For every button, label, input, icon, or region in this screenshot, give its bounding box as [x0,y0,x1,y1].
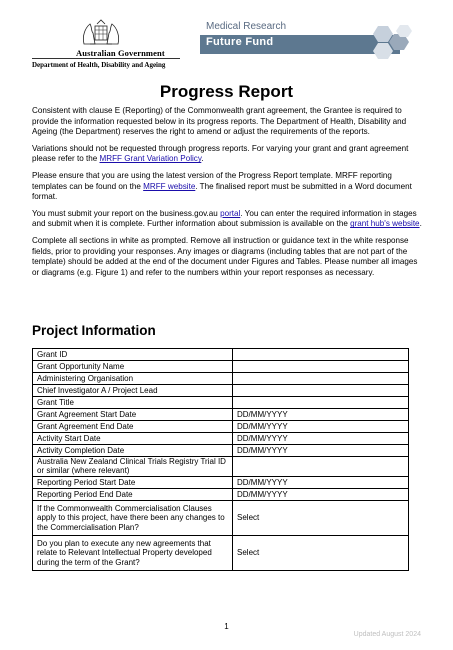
row-label: Grant Opportunity Name [33,361,233,373]
mrff-logo [200,20,420,60]
row-value-field[interactable]: DD/MM/YYYY [233,409,409,421]
row-value-field[interactable]: DD/MM/YYYY [233,445,409,457]
intro-paragraph: You must submit your report on the business.gov.au portal. You can enter the required information in stages and submit when it is complete. Further information about submission is available on the grant hub's website. [32,208,422,229]
intro-paragraph: Consistent with clause E (Reporting) of the Commonwealth grant agreement, the Grantee is required to provide the information requested below in its progress reports. The Department of Health, Disability and Ageing (the Department) reserves the right to amend or adjust the requirements of the reports. [32,106,407,137]
row-value-field[interactable]: DD/MM/YYYY [233,476,409,488]
table-row [33,457,409,477]
row-label: Grant Agreement Start Date [33,409,233,421]
row-label: If the Commonwealth Commercialisation Clauses apply to this project, have there been any changes to the Commercialisation Plan? [33,500,233,535]
row-value-field[interactable]: DD/MM/YYYY [233,433,409,445]
table-row [33,445,409,457]
mrff-website-link[interactable]: MRFF website [143,181,196,191]
mrff-logo-line1: Medical Research [206,21,287,32]
portal-link[interactable]: portal [220,208,241,218]
section-heading: Project Information [32,323,156,338]
project-information-table [32,348,409,571]
page-number: 1 [224,622,229,631]
table-row [33,476,409,488]
row-value-field[interactable] [233,349,409,361]
table-row [33,385,409,397]
intro-paragraph: Complete all sections in white as prompted. Remove all instruction or guidance text in the white response fields, prior to providing your responses. Any images or diagrams (including tables that are not part of the template) should be added at the end of the document under Figures and Tables. Please number all images or diagrams (e.g. Figure 1) and refer to the numbers within your report responses as necessary. [32,235,418,277]
row-value-field[interactable] [233,457,409,477]
mrff-logo-line2: Future Fund [206,36,274,48]
table-row [33,488,409,500]
government-name: Australian Government [76,48,165,58]
coat-of-arms-icon [76,18,126,46]
table-row [33,349,409,361]
hexagon-icon [368,24,416,60]
row-value-field[interactable] [233,373,409,385]
row-value-field[interactable]: DD/MM/YYYY [233,488,409,500]
row-value-field[interactable] [233,397,409,409]
document-header [0,0,453,78]
table-row [33,361,409,373]
australian-government-logo [30,18,180,78]
intro-text [32,106,424,284]
table-row [33,397,409,409]
department-name: Department of Health, Disability and Ageing [32,61,166,69]
logo-divider [32,58,180,59]
row-value-field[interactable] [233,361,409,373]
table-row [33,500,409,535]
grant-variation-policy-link[interactable]: MRFF Grant Variation Policy [99,154,202,164]
row-label: Grant Title [33,397,233,409]
row-label: Activity Completion Date [33,445,233,457]
intro-paragraph: Please ensure that you are using the latest version of the Progress Report template. MRFF reporting templates can be found on the MRFF website. The finalised report must be submitted in a Word document format. [32,170,412,202]
row-label: Grant Agreement End Date [33,421,233,433]
row-label: Reporting Period Start Date [33,476,233,488]
row-label: Reporting Period End Date [33,488,233,500]
row-value-field[interactable]: DD/MM/YYYY [233,421,409,433]
table-row [33,421,409,433]
row-label: Australia New Zealand Clinical Trials Registry Trial ID or similar (where relevant) [33,457,233,477]
row-label: Grant ID [33,349,233,361]
table-row [33,536,409,571]
row-value-field[interactable]: Select [233,536,409,571]
row-label: Do you plan to execute any new agreements that relate to Relevant Intellectual Property developed during the term of the Grant? [33,536,233,571]
row-label: Administering Organisation [33,373,233,385]
grant-hub-website-link[interactable]: grant hub's website [350,219,420,229]
row-label: Activity Start Date [33,433,233,445]
page-title: Progress Report [159,82,294,101]
row-value-field[interactable]: Select [233,500,409,535]
row-label: Chief Investigator A / Project Lead [33,385,233,397]
intro-paragraph: Variations should not be requested through progress reports. For varying your grant and grant agreement please refer to the MRFF Grant Variation Policy. [32,143,409,164]
table-row [33,433,409,445]
row-value-field[interactable] [233,385,409,397]
table-row [33,409,409,421]
updated-date: Updated August 2024 [353,631,421,638]
table-row [33,373,409,385]
